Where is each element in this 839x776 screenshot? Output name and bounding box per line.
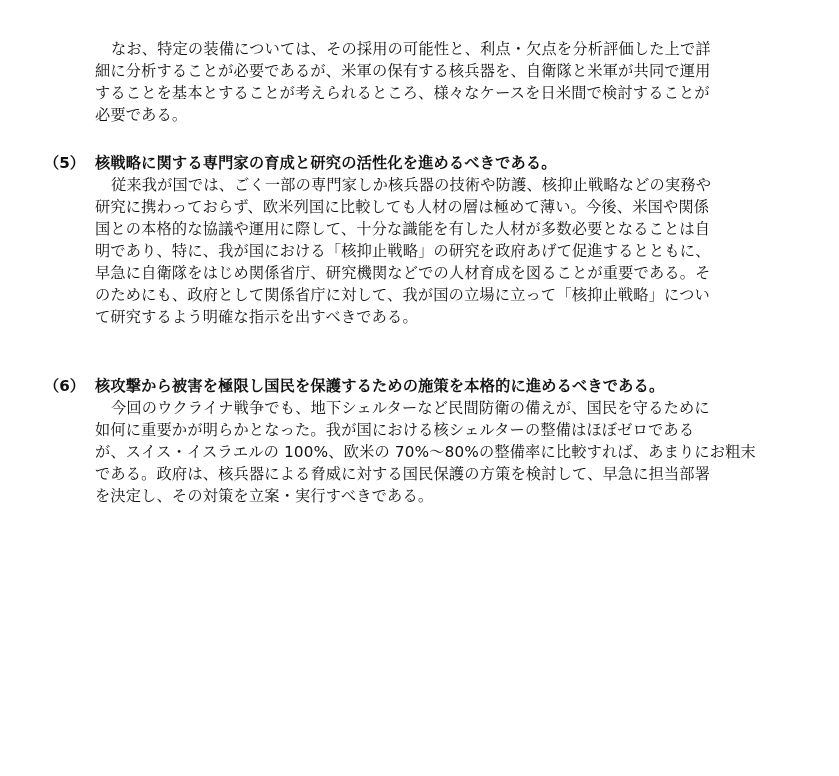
intro-line-3: することを基本とすることが考えられるところ、様々なケースを日米間で検討することが bbox=[95, 84, 710, 102]
section-5 bbox=[95, 152, 795, 328]
section-6 bbox=[95, 375, 795, 507]
intro-line-1: なお、特定の装備については、その採用の可能性と、利点・欠点を分析評価した上で詳 bbox=[111, 40, 711, 58]
section-6-heading: 核攻撃から被害を極限し国民を保護するための施策を本格的に進めるべきである。 bbox=[95, 377, 665, 395]
intro-paragraph bbox=[95, 38, 795, 126]
section-6-line-5: を決定し、その対策を立案・実行すべきである。 bbox=[95, 487, 434, 505]
intro-line-2: 細に分析することが必要であるが、米軍の保有する核兵器を、自衛隊と米軍が共同で運用 bbox=[95, 62, 711, 80]
section-6-line-1: 今回のウクライナ戦争でも、地下シェルターなど民間防衛の備えが、国民を守るために bbox=[111, 399, 710, 417]
section-6-number: （6） bbox=[44, 377, 85, 395]
section-5-line-3: 国との本格的な協議や運用に際して、十分な識能を有した人材が多数必要となることは自 bbox=[95, 220, 711, 238]
section-5-heading: 核戦略に関する専門家の育成と研究の活性化を進めるべきである。 bbox=[95, 154, 557, 172]
section-6-line-2: 如何に重要かが明らかとなった。我が国における核シェルターの整備はほぼゼロである bbox=[95, 421, 695, 439]
section-5-line-6: のためにも、政府として関係省庁に対して、我が国の立場に立って「核抑止戦略」につい bbox=[95, 286, 710, 304]
section-5-number: （5） bbox=[44, 154, 85, 172]
section-5-line-4: 明であり、特に、我が国における「核抑止戦略」の研究を政府あげて促進するとともに、 bbox=[95, 242, 711, 260]
section-6-line-4: である。政府は、核兵器による脅威に対する国民保護の方策を検討して、早急に担当部署 bbox=[95, 465, 711, 483]
section-5-line-1: 従来我が国では、ごく一部の専門家しか核兵器の技術や防護、核抑止戦略などの実務や bbox=[111, 176, 712, 194]
section-6-line-3: が、スイス・イスラエルの 100%、欧米の 70%～80%の整備率に比較すれば、あまりにお粗末 bbox=[95, 443, 756, 461]
section-5-line-5: 早急に自衛隊をはじめ関係省庁、研究機関などでの人材育成を図ることが重要である。そ bbox=[95, 264, 711, 282]
intro-line-4: 必要である。 bbox=[95, 106, 188, 124]
section-5-line-7: て研究するよう明確な指示を出すべきである。 bbox=[95, 308, 418, 326]
section-5-line-2: 研究に携わっておらず、欧米列国に比較しても人材の層は極めて薄い。今後、米国や関係 bbox=[95, 198, 710, 216]
